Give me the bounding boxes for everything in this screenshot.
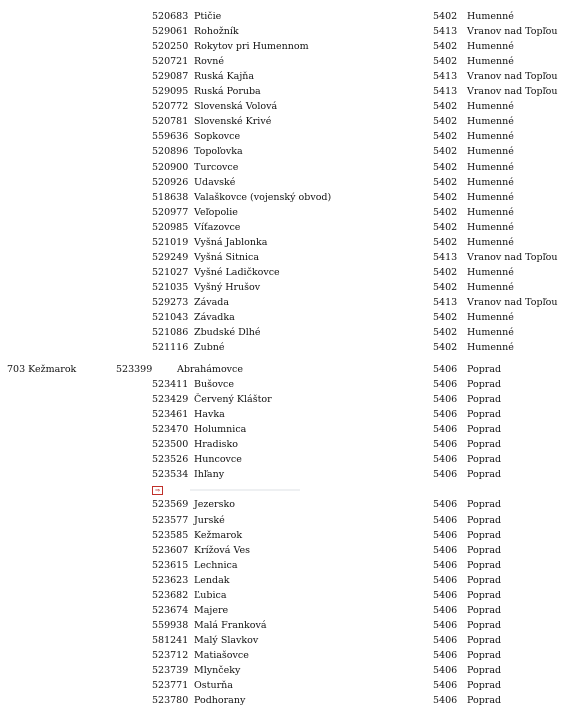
table-row (0, 513, 569, 528)
post-office-code: 5413 (433, 252, 458, 263)
municipality-code: 520781 (152, 116, 189, 127)
table-row (0, 340, 569, 355)
municipality-code: 523534 (152, 469, 189, 480)
post-office-name: Vranov nad Topľou (467, 252, 558, 263)
municipality-code: 523682 (152, 590, 189, 601)
post-office-code: 5402 (433, 282, 458, 293)
table-row (0, 558, 569, 573)
post-office-code: 5406 (433, 680, 458, 691)
post-office-code: 5406 (433, 590, 458, 601)
table-row (0, 422, 569, 437)
post-office-name: Vranov nad Topľou (467, 26, 558, 37)
municipality-name: Slovenské Krivé (194, 116, 272, 127)
municipality-code: 529249 (152, 252, 189, 263)
district-label: 703 Kežmarok (7, 364, 77, 375)
post-office-code: 5402 (433, 342, 458, 353)
post-office-name: Poprad (467, 439, 502, 450)
municipality-code: 523771 (152, 680, 189, 691)
municipality-name: Veľopolie (194, 207, 238, 218)
post-office-name: Poprad (467, 560, 502, 571)
table-row (0, 235, 569, 250)
post-office-name: Poprad (467, 545, 502, 556)
municipality-code: 523569 (152, 499, 189, 510)
table-row (0, 190, 569, 205)
municipality-name: Krížová Ves (194, 545, 250, 556)
municipality-code: 523577 (152, 515, 189, 526)
post-office-code: 5406 (433, 424, 458, 435)
municipality-name: Bušovce (194, 379, 235, 390)
post-office-name: Poprad (467, 499, 502, 510)
post-office-name: Poprad (467, 695, 502, 706)
table-row (0, 295, 569, 310)
post-office-name: Poprad (467, 620, 502, 631)
post-office-name: Poprad (467, 364, 502, 375)
municipality-code: 520683 (152, 11, 189, 22)
municipality-name: Ruská Poruba (194, 86, 261, 97)
municipality-name: Malý Slavkov (194, 635, 259, 646)
municipality-name: Vyšné Ladičkovce (194, 267, 280, 278)
table-row (0, 114, 569, 129)
marker-row (0, 482, 569, 497)
table-row (0, 265, 569, 280)
post-office-name: Humenné (467, 177, 514, 188)
table-row (0, 392, 569, 407)
municipality-name: Ihľany (194, 469, 225, 480)
post-office-code: 5406 (433, 364, 458, 375)
post-office-name: Poprad (467, 379, 502, 390)
post-office-name: Vranov nad Topľou (467, 71, 558, 82)
post-office-code: 5406 (433, 545, 458, 556)
table-row (0, 633, 569, 648)
table-row (0, 84, 569, 99)
table-row (0, 693, 569, 708)
post-office-code: 5406 (433, 620, 458, 631)
post-office-code: 5406 (433, 454, 458, 465)
municipality-code: 521086 (152, 327, 189, 338)
municipality-name: Podhorany (194, 695, 246, 706)
post-office-name: Poprad (467, 515, 502, 526)
table-row (0, 9, 569, 24)
municipality-name: Turcovce (194, 162, 239, 173)
municipality-name: Ptičie (194, 11, 222, 22)
municipality-name: Lechnica (194, 560, 238, 571)
table-row (0, 220, 569, 235)
post-office-code: 5402 (433, 131, 458, 142)
post-office-name: Poprad (467, 454, 502, 465)
table-row (0, 663, 569, 678)
municipality-code: 523461 (152, 409, 189, 420)
municipality-name: Vyšná Sitnica (194, 252, 260, 263)
post-office-code: 5402 (433, 207, 458, 218)
municipality-code: 520900 (152, 162, 189, 173)
post-office-code: 5406 (433, 409, 458, 420)
post-office-name: Humenné (467, 342, 514, 353)
table-row (0, 310, 569, 325)
table-row (0, 573, 569, 588)
table-row (0, 618, 569, 633)
municipality-code: 529061 (152, 26, 189, 37)
post-office-code: 5402 (433, 267, 458, 278)
table-row (0, 69, 569, 84)
municipality-name: Vyšná Jablonka (194, 237, 268, 248)
municipality-name: Huncovce (194, 454, 242, 465)
municipality-name: Rokytov pri Humennom (194, 41, 309, 52)
post-office-code: 5402 (433, 222, 458, 233)
municipality-code: 521019 (152, 237, 189, 248)
post-office-name: Poprad (467, 650, 502, 661)
arrow-marker-icon: ⇒ (152, 486, 163, 495)
municipality-code: 523607 (152, 545, 189, 556)
post-office-code: 5406 (433, 469, 458, 480)
post-office-code: 5406 (433, 499, 458, 510)
post-office-name: Humenné (467, 101, 514, 112)
faint-underline (190, 489, 300, 491)
post-office-name: Humenné (467, 162, 514, 173)
municipality-code: 529273 (152, 297, 189, 308)
municipality-code: 520985 (152, 222, 189, 233)
table-row (0, 543, 569, 558)
post-office-code: 5406 (433, 575, 458, 586)
municipality-code: 523526 (152, 454, 189, 465)
post-office-name: Poprad (467, 394, 502, 405)
municipality-name: Červený Kláštor (194, 394, 272, 405)
municipality-name: Osturňa (194, 680, 233, 691)
table-row (0, 678, 569, 693)
post-office-code: 5402 (433, 327, 458, 338)
municipality-code: 523712 (152, 650, 189, 661)
table-row (0, 325, 569, 340)
post-office-name: Vranov nad Topľou (467, 297, 558, 308)
municipality-code: 523739 (152, 665, 189, 676)
district-row (0, 362, 569, 377)
post-office-code: 5406 (433, 605, 458, 616)
municipality-code: 520721 (152, 56, 189, 67)
municipality-name: Hradisko (194, 439, 238, 450)
post-office-name: Humenné (467, 222, 514, 233)
municipality-name: Zubné (194, 342, 225, 353)
post-office-code: 5402 (433, 11, 458, 22)
post-office-code: 5402 (433, 237, 458, 248)
municipality-code: 581241 (152, 635, 189, 646)
post-office-code: 5402 (433, 116, 458, 127)
municipality-name: Mlynčeky (194, 665, 241, 676)
post-office-name: Poprad (467, 469, 502, 480)
table-row (0, 144, 569, 159)
post-office-code: 5413 (433, 86, 458, 97)
table-row (0, 39, 569, 54)
municipality-code: 520926 (152, 177, 189, 188)
municipality-code: 521035 (152, 282, 189, 293)
post-office-name: Poprad (467, 665, 502, 676)
municipality-code: 520896 (152, 146, 189, 157)
table-row (0, 129, 569, 144)
municipality-name: Rohožník (194, 26, 239, 37)
municipality-name: Jezersko (194, 499, 235, 510)
post-office-code: 5406 (433, 665, 458, 676)
municipality-name: Abrahámovce (177, 364, 243, 375)
municipality-name: Závadka (194, 312, 235, 323)
municipality-name: Valaškovce (vojenský obvod) (194, 192, 332, 203)
post-office-name: Humenné (467, 146, 514, 157)
municipality-code: 520250 (152, 41, 189, 52)
municipality-name: Lendak (194, 575, 230, 586)
post-office-code: 5406 (433, 530, 458, 541)
municipality-code: 523411 (152, 379, 189, 390)
municipality-code: 559938 (152, 620, 189, 631)
municipality-code: 520772 (152, 101, 189, 112)
post-office-name: Poprad (467, 409, 502, 420)
post-office-code: 5402 (433, 56, 458, 67)
table-row (0, 648, 569, 663)
table-row (0, 24, 569, 39)
post-office-name: Poprad (467, 590, 502, 601)
table-row (0, 437, 569, 452)
municipality-name: Kežmarok (194, 530, 243, 541)
municipality-name: Víťazovce (194, 222, 241, 233)
table-row (0, 467, 569, 482)
municipality-code: 529095 (152, 86, 189, 97)
post-office-code: 5402 (433, 41, 458, 52)
post-office-code: 5406 (433, 650, 458, 661)
municipality-name: Ruská Kajňa (194, 71, 255, 82)
post-office-code: 5402 (433, 177, 458, 188)
municipality-code: 521116 (152, 342, 189, 353)
municipality-code: 523585 (152, 530, 189, 541)
table-row (0, 205, 569, 220)
post-office-name: Humenné (467, 56, 514, 67)
municipality-name: Vyšný Hrušov (194, 282, 261, 293)
municipality-code: 520977 (152, 207, 189, 218)
post-office-name: Humenné (467, 237, 514, 248)
table-row (0, 250, 569, 265)
table-row (0, 452, 569, 467)
municipality-code: 523615 (152, 560, 189, 571)
post-office-name: Humenné (467, 312, 514, 323)
municipality-code: 529087 (152, 71, 189, 82)
post-office-name: Vranov nad Topľou (467, 86, 558, 97)
post-office-code: 5402 (433, 101, 458, 112)
table-row (0, 54, 569, 69)
post-office-name: Humenné (467, 131, 514, 142)
municipality-name: Udavské (194, 177, 236, 188)
municipality-name: Ľubica (194, 590, 227, 601)
post-office-code: 5402 (433, 192, 458, 203)
municipality-name: Slovenská Volová (194, 101, 278, 112)
municipality-name: Rovné (194, 56, 224, 67)
post-office-code: 5406 (433, 560, 458, 571)
post-office-code: 5402 (433, 146, 458, 157)
post-office-code: 5406 (433, 515, 458, 526)
municipality-code: 523500 (152, 439, 189, 450)
post-office-code: 5406 (433, 394, 458, 405)
municipality-name: Zbudské Dlhé (194, 327, 261, 338)
post-office-name: Poprad (467, 605, 502, 616)
post-office-name: Humenné (467, 267, 514, 278)
table-row (0, 588, 569, 603)
municipality-name: Topoľovka (194, 146, 243, 157)
table-row (0, 407, 569, 422)
municipality-name: Jurské (194, 515, 225, 526)
municipality-name: Havka (194, 409, 225, 420)
municipality-name: Matiašovce (194, 650, 249, 661)
post-office-code: 5406 (433, 439, 458, 450)
post-office-code: 5402 (433, 312, 458, 323)
post-office-code: 5413 (433, 297, 458, 308)
municipality-code: 523623 (152, 575, 189, 586)
municipality-code: 523429 (152, 394, 189, 405)
post-office-code: 5402 (433, 162, 458, 173)
municipality-code: 523399 (116, 364, 153, 375)
post-office-code: 5406 (433, 635, 458, 646)
post-office-name: Poprad (467, 424, 502, 435)
table-row (0, 280, 569, 295)
post-office-name: Humenné (467, 192, 514, 203)
table-row (0, 175, 569, 190)
municipality-code: 523674 (152, 605, 189, 616)
post-office-name: Humenné (467, 282, 514, 293)
municipality-name: Holumnica (194, 424, 247, 435)
table-row (0, 99, 569, 114)
post-office-name: Humenné (467, 41, 514, 52)
table-row (0, 377, 569, 392)
municipality-code: 523780 (152, 695, 189, 706)
post-office-code: 5406 (433, 695, 458, 706)
post-office-name: Poprad (467, 530, 502, 541)
post-office-name: Poprad (467, 635, 502, 646)
municipality-code: 521043 (152, 312, 189, 323)
municipality-code: 518638 (152, 192, 189, 203)
post-office-code: 5406 (433, 379, 458, 390)
municipality-name: Malá Franková (194, 620, 267, 631)
municipality-name: Závada (194, 297, 230, 308)
post-office-name: Humenné (467, 116, 514, 127)
post-office-name: Poprad (467, 575, 502, 586)
post-office-name: Humenné (467, 207, 514, 218)
municipality-name: Majere (194, 605, 229, 616)
post-office-name: Poprad (467, 680, 502, 691)
table-row (0, 160, 569, 175)
post-office-code: 5413 (433, 71, 458, 82)
table-row (0, 497, 569, 512)
municipality-code: 523470 (152, 424, 189, 435)
post-office-name: Humenné (467, 11, 514, 22)
municipality-code: 521027 (152, 267, 189, 278)
post-office-code: 5413 (433, 26, 458, 37)
table-row (0, 528, 569, 543)
municipality-code: 559636 (152, 131, 189, 142)
post-office-name: Humenné (467, 327, 514, 338)
municipality-name: Sopkovce (194, 131, 241, 142)
table-row (0, 603, 569, 618)
